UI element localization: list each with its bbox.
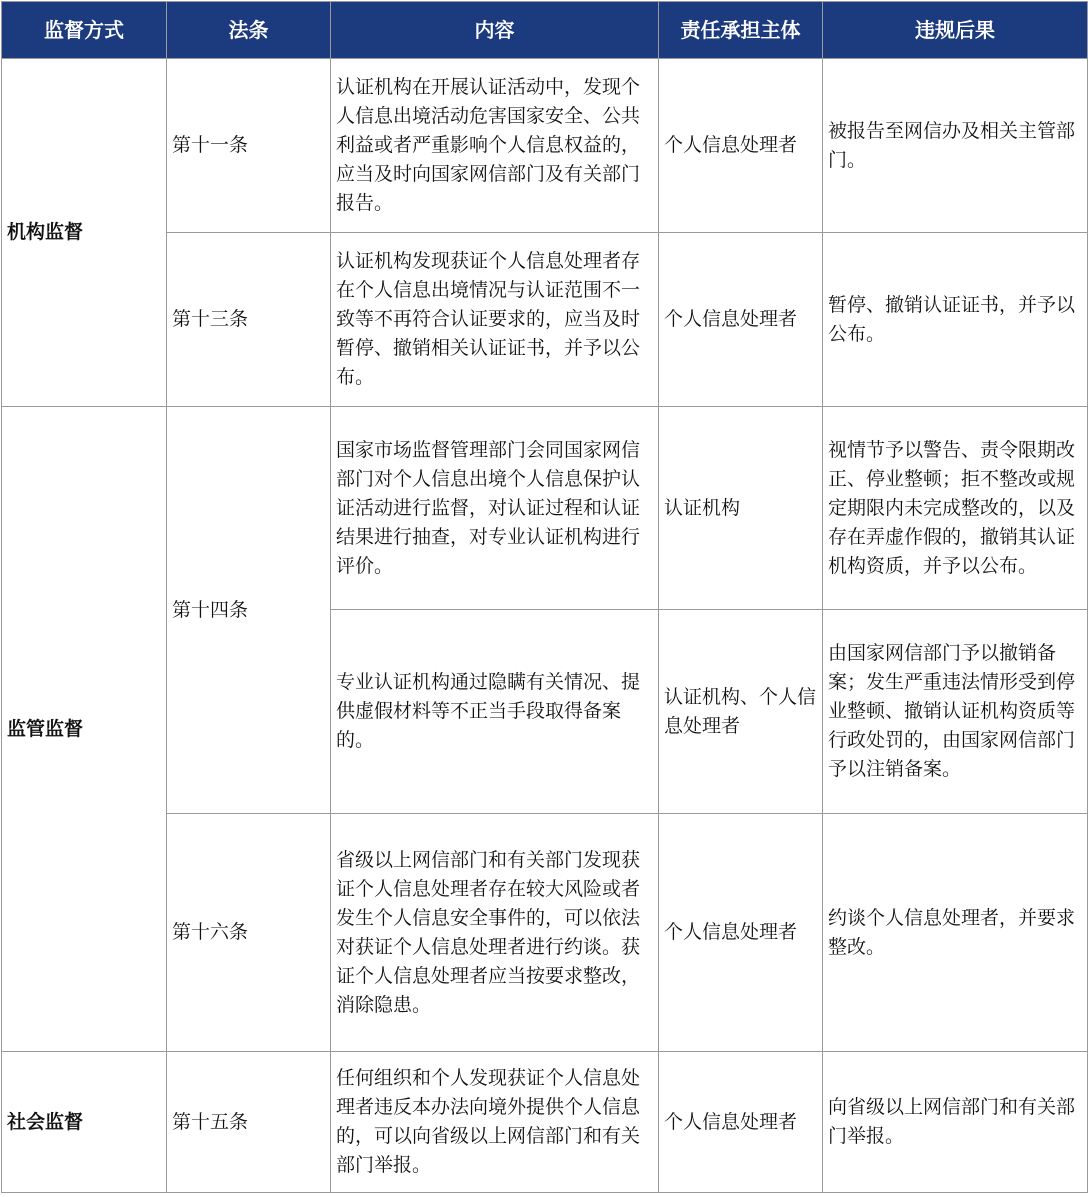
table-row bbox=[2, 407, 1088, 610]
consequence-cell: 约谈个人信息处理者，并要求整改。 bbox=[823, 814, 1088, 1052]
content-cell: 任何组织和个人发现获证个人信息处理者违反本办法向境外提供个人信息的，可以向省级以上网信部门和有关部门举报。 bbox=[331, 1052, 659, 1193]
header-method: 监督方式 bbox=[2, 2, 167, 59]
method-cell: 机构监督 bbox=[2, 59, 167, 407]
article-cell: 第十四条 bbox=[167, 407, 331, 814]
header-subject: 责任承担主体 bbox=[659, 2, 823, 59]
content-cell: 省级以上网信部门和有关部门发现获证个人信息处理者存在较大风险或者发生个人信息安全事件的，可以依法对获证个人信息处理者进行约谈。获证个人信息处理者应当按要求整改，消除隐患。 bbox=[331, 814, 659, 1052]
subject-cell: 个人信息处理者 bbox=[659, 814, 823, 1052]
header-article: 法条 bbox=[167, 2, 331, 59]
subject-cell: 个人信息处理者 bbox=[659, 1052, 823, 1193]
subject-cell: 认证机构 bbox=[659, 407, 823, 610]
header-consequence: 违规后果 bbox=[823, 2, 1088, 59]
method-cell: 监管监督 bbox=[2, 407, 167, 1052]
header-content: 内容 bbox=[331, 2, 659, 59]
subject-cell: 认证机构、个人信息处理者 bbox=[659, 610, 823, 814]
article-cell: 第十一条 bbox=[167, 59, 331, 233]
content-cell: 国家市场监督管理部门会同国家网信部门对个人信息出境个人信息保护认证活动进行监督，对认证过程和认证结果进行抽查，对专业认证机构进行评价。 bbox=[331, 407, 659, 610]
consequence-cell: 暂停、撤销认证证书，并予以公布。 bbox=[823, 233, 1088, 407]
subject-cell: 个人信息处理者 bbox=[659, 233, 823, 407]
table-row bbox=[2, 59, 1088, 233]
consequence-cell: 视情节予以警告、责令限期改正、停业整顿；拒不整改或规定期限内未完成整改的，以及存在弄虚作假的，撤销其认证机构资质，并予以公布。 bbox=[823, 407, 1088, 610]
content-cell: 专业认证机构通过隐瞒有关情况、提供虚假材料等不正当手段取得备案的。 bbox=[331, 610, 659, 814]
method-cell: 社会监督 bbox=[2, 1052, 167, 1193]
article-cell: 第十六条 bbox=[167, 814, 331, 1052]
table-row bbox=[2, 1052, 1088, 1193]
supervision-table bbox=[1, 1, 1088, 1193]
subject-cell: 个人信息处理者 bbox=[659, 59, 823, 233]
content-cell: 认证机构发现获证个人信息处理者存在个人信息出境情况与认证范围不一致等不再符合认证要求的，应当及时暂停、撤销相关认证证书，并予以公布。 bbox=[331, 233, 659, 407]
consequence-cell: 向省级以上网信部门和有关部门举报。 bbox=[823, 1052, 1088, 1193]
header-row bbox=[2, 2, 1088, 59]
article-cell: 第十三条 bbox=[167, 233, 331, 407]
consequence-cell: 被报告至网信办及相关主管部门。 bbox=[823, 59, 1088, 233]
content-cell: 认证机构在开展认证活动中，发现个人信息出境活动危害国家安全、公共利益或者严重影响个人信息权益的，应当及时向国家网信部门及有关部门报告。 bbox=[331, 59, 659, 233]
consequence-cell: 由国家网信部门予以撤销备案；发生严重违法情形受到停业整顿、撤销认证机构资质等行政处罚的，由国家网信部门予以注销备案。 bbox=[823, 610, 1088, 814]
article-cell: 第十五条 bbox=[167, 1052, 331, 1193]
